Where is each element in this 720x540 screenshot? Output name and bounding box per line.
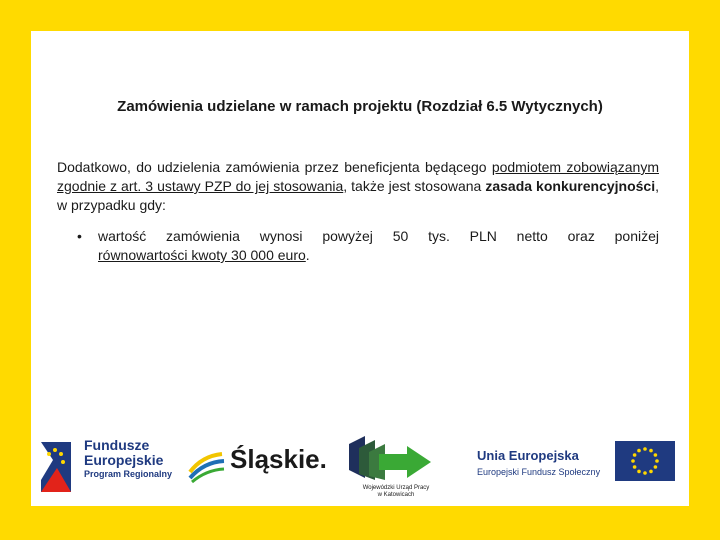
wup-text: [336, 485, 456, 499]
paragraph-underlined: podmiotem zobowiązanym zgodnie z art. 3 ustawy PZP do jej stosowania: [57, 159, 659, 194]
bullet-period: .: [305, 247, 310, 263]
paragraph-text-1: Dodatkowo, do udzielenia zamówienia przez beneficjenta będącego: [57, 159, 492, 175]
slaskie-logo-text: Śląskie.: [230, 444, 327, 474]
bullet-line-1: wartość zamówienia wynosi powyżej 50 tys. PLN netto oraz poniżej: [98, 228, 659, 244]
fundusze-europejskie-flag-icon: [39, 440, 75, 496]
slide: [31, 31, 689, 506]
fe-line-3: Program Regionalny: [84, 469, 173, 479]
logo-footer: [31, 426, 689, 506]
wup-line-1: Wojewódzki Urząd Pracy: [362, 485, 430, 491]
bullet-marker: •: [77, 228, 82, 244]
bullet-underlined: równowartości kwoty 30 000 euro: [98, 247, 306, 263]
eu-flag-icon: [615, 441, 675, 481]
ue-line-1: Unia Europejska: [477, 448, 579, 463]
bullet-line-2: [98, 246, 659, 265]
fe-line-2: Europejskie: [84, 452, 164, 468]
main-paragraph: [57, 158, 659, 215]
paragraph-bold: zasada konkurencyjności: [485, 178, 656, 194]
wup-line-2: w Katowicach: [377, 492, 415, 498]
paragraph-text-5: , w przypadku gdy:: [57, 178, 659, 213]
paragraph-text-3: , także jest stosowana: [343, 178, 486, 194]
wup-arrow-icon: [347, 434, 433, 484]
unia-europejska-text: [477, 448, 600, 480]
slaskie-swoosh-icon: [188, 448, 226, 484]
bullet-item: [77, 227, 659, 265]
ue-line-2: Europejski Fundusz Społeczny: [477, 467, 601, 477]
fe-line-1: Fundusze: [84, 437, 150, 453]
fundusze-europejskie-text: [84, 438, 172, 481]
slide-title: Zamówienia udzielane w ramach projektu (Rozdział 6.5 Wytycznych): [117, 98, 603, 115]
